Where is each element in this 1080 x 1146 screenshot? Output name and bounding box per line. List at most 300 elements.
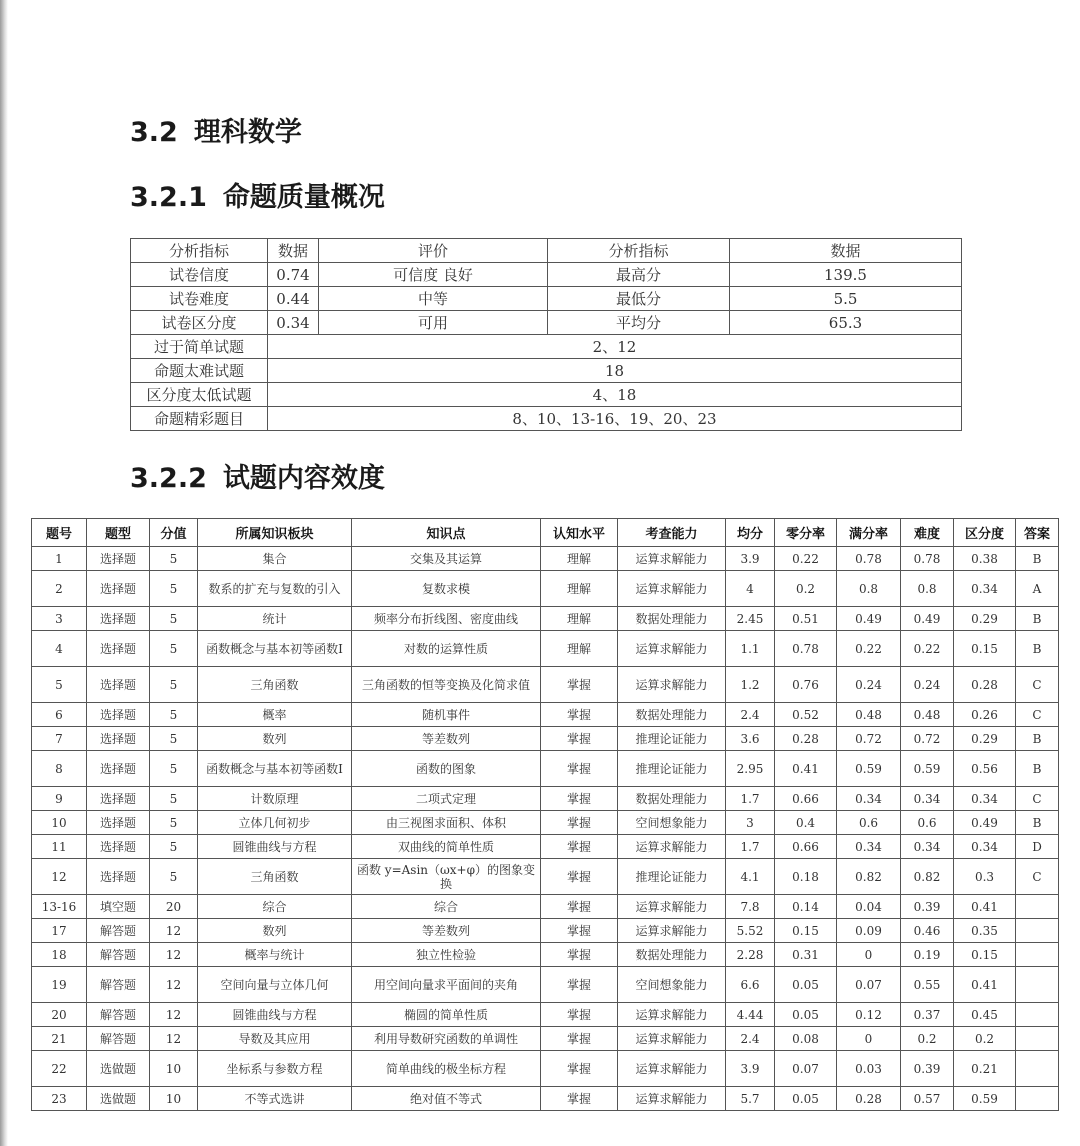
detail-cell: 0.51: [775, 607, 837, 631]
detail-row: [32, 631, 1059, 667]
detail-cell: 选做题: [87, 1087, 150, 1111]
detail-header-cell: 所属知识板块: [198, 519, 352, 547]
detail-header-cell: 区分度: [954, 519, 1016, 547]
detail-cell: 0.07: [775, 1051, 837, 1087]
detail-cell: 空间向量与立体几何: [198, 967, 352, 1003]
detail-cell: 选择题: [87, 607, 150, 631]
detail-cell: 掌握: [541, 895, 618, 919]
summary-value-cell: 2、12: [268, 335, 962, 359]
detail-cell: 0.59: [837, 751, 901, 787]
detail-cell: 数据处理能力: [618, 607, 726, 631]
detail-header-cell: 零分率: [775, 519, 837, 547]
detail-cell: 选做题: [87, 1051, 150, 1087]
detail-cell: 12: [150, 1027, 198, 1051]
detail-cell: 0.56: [954, 751, 1016, 787]
detail-cell: 0.28: [954, 667, 1016, 703]
summary-value-cell: 8、10、13-16、19、20、23: [268, 407, 962, 431]
detail-cell: 0.37: [901, 1003, 954, 1027]
summary-label-cell: 过于简单试题: [131, 335, 268, 359]
detail-cell: C: [1016, 787, 1059, 811]
detail-row: [32, 1027, 1059, 1051]
summary-label-cell: 命题太难试题: [131, 359, 268, 383]
detail-cell: 运算求解能力: [618, 547, 726, 571]
detail-cell: 交集及其运算: [352, 547, 541, 571]
detail-cell: 统计: [198, 607, 352, 631]
summary-cell: 试卷难度: [131, 287, 268, 311]
detail-cell: 0.14: [775, 895, 837, 919]
detail-header-cell: 分值: [150, 519, 198, 547]
detail-cell: 12: [150, 943, 198, 967]
detail-cell: [1016, 1003, 1059, 1027]
detail-row: [32, 787, 1059, 811]
detail-cell: 0.09: [837, 919, 901, 943]
summary-value-cell: 4、18: [268, 383, 962, 407]
detail-cell: 函数的图象: [352, 751, 541, 787]
detail-cell: 5: [150, 703, 198, 727]
detail-header-cell: 认知水平: [541, 519, 618, 547]
detail-cell: 0.05: [775, 967, 837, 1003]
detail-cell: 二项式定理: [352, 787, 541, 811]
detail-cell: 0.41: [954, 895, 1016, 919]
detail-row: [32, 943, 1059, 967]
detail-cell: 概率与统计: [198, 943, 352, 967]
detail-cell: 掌握: [541, 943, 618, 967]
detail-cell: 0.39: [901, 1051, 954, 1087]
detail-cell: B: [1016, 811, 1059, 835]
summary-row: [131, 311, 962, 335]
detail-cell: 0.34: [954, 571, 1016, 607]
summary-header-row: [131, 239, 962, 263]
detail-cell: 解答题: [87, 943, 150, 967]
detail-cell: 0: [837, 1027, 901, 1051]
summary-cell: 0.74: [268, 263, 319, 287]
detail-cell: 不等式选讲: [198, 1087, 352, 1111]
detail-cell: 0.52: [775, 703, 837, 727]
detail-cell: 0.4: [775, 811, 837, 835]
detail-cell: 0.57: [901, 1087, 954, 1111]
detail-cell: 0.28: [775, 727, 837, 751]
detail-cell: C: [1016, 667, 1059, 703]
detail-cell: 综合: [198, 895, 352, 919]
detail-cell: 0.49: [901, 607, 954, 631]
detail-cell: 3: [32, 607, 87, 631]
detail-cell: 函数 y=Asin（ωx+φ）的图象变换: [352, 859, 541, 895]
detail-cell: 0.59: [954, 1087, 1016, 1111]
detail-cell: 解答题: [87, 1003, 150, 1027]
detail-cell: B: [1016, 547, 1059, 571]
detail-cell: 0.15: [954, 943, 1016, 967]
detail-cell: 5: [150, 859, 198, 895]
detail-row: [32, 859, 1059, 895]
detail-cell: 用空间向量求平面间的夹角: [352, 967, 541, 1003]
summary-header-cell: 分析指标: [548, 239, 730, 263]
detail-cell: 10: [150, 1051, 198, 1087]
detail-cell: 掌握: [541, 859, 618, 895]
detail-cell: 12: [150, 967, 198, 1003]
detail-cell: 12: [150, 919, 198, 943]
detail-cell: 选择题: [87, 667, 150, 703]
detail-cell: 0.21: [954, 1051, 1016, 1087]
subsection-title: 命题质量概况: [222, 182, 385, 213]
detail-row: [32, 607, 1059, 631]
detail-cell: 0.2: [954, 1027, 1016, 1051]
detail-cell: 5: [150, 787, 198, 811]
summary-header-cell: 数据: [730, 239, 962, 263]
detail-cell: 1.1: [726, 631, 775, 667]
summary-label-cell: 区分度太低试题: [131, 383, 268, 407]
detail-cell: 推理论证能力: [618, 859, 726, 895]
summary-span-row: [131, 359, 962, 383]
detail-cell: 7.8: [726, 895, 775, 919]
detail-row: [32, 571, 1059, 607]
detail-cell: 0.24: [837, 667, 901, 703]
detail-cell: 独立性检验: [352, 943, 541, 967]
detail-cell: 5: [150, 547, 198, 571]
detail-cell: 0.82: [837, 859, 901, 895]
summary-span-row: [131, 335, 962, 359]
detail-cell: 11: [32, 835, 87, 859]
detail-cell: 0.78: [775, 631, 837, 667]
detail-cell: 0.34: [954, 835, 1016, 859]
detail-header-cell: 题型: [87, 519, 150, 547]
detail-cell: 12: [150, 1003, 198, 1027]
detail-cell: 3.9: [726, 1051, 775, 1087]
detail-cell: 运算求解能力: [618, 571, 726, 607]
detail-cell: 2.4: [726, 1027, 775, 1051]
summary-cell: 最低分: [548, 287, 730, 311]
detail-row: [32, 1087, 1059, 1111]
detail-cell: 0.29: [954, 727, 1016, 751]
detail-cell: 0.22: [901, 631, 954, 667]
detail-cell: 解答题: [87, 919, 150, 943]
detail-cell: 运算求解能力: [618, 1051, 726, 1087]
summary-row: [131, 263, 962, 287]
summary-cell: 65.3: [730, 311, 962, 335]
detail-cell: 3: [726, 811, 775, 835]
detail-cell: 0.38: [954, 547, 1016, 571]
detail-cell: 12: [32, 859, 87, 895]
detail-header-cell: 考查能力: [618, 519, 726, 547]
detail-cell: 椭圆的简单性质: [352, 1003, 541, 1027]
summary-cell: 可用: [319, 311, 548, 335]
detail-cell: 5.52: [726, 919, 775, 943]
detail-cell: 2.95: [726, 751, 775, 787]
detail-cell: 等差数列: [352, 919, 541, 943]
detail-cell: B: [1016, 727, 1059, 751]
detail-row: [32, 1003, 1059, 1027]
detail-cell: 空间想象能力: [618, 811, 726, 835]
detail-cell: 0.34: [901, 787, 954, 811]
detail-cell: 0.19: [901, 943, 954, 967]
detail-cell: 13-16: [32, 895, 87, 919]
detail-row: [32, 811, 1059, 835]
detail-cell: 23: [32, 1087, 87, 1111]
detail-cell: 数系的扩充与复数的引入: [198, 571, 352, 607]
detail-cell: 17: [32, 919, 87, 943]
detail-row: [32, 727, 1059, 751]
detail-cell: 0.3: [954, 859, 1016, 895]
detail-cell: 0.15: [954, 631, 1016, 667]
summary-span-row: [131, 407, 962, 431]
detail-cell: 0.66: [775, 835, 837, 859]
detail-cell: 推理论证能力: [618, 751, 726, 787]
detail-row: [32, 667, 1059, 703]
detail-cell: B: [1016, 751, 1059, 787]
detail-cell: 三角函数的恒等变换及化简求值: [352, 667, 541, 703]
detail-row: [32, 703, 1059, 727]
detail-cell: 圆锥曲线与方程: [198, 1003, 352, 1027]
detail-cell: 2.4: [726, 703, 775, 727]
detail-cell: 推理论证能力: [618, 727, 726, 751]
detail-row: [32, 967, 1059, 1003]
detail-cell: 0.66: [775, 787, 837, 811]
detail-header-row: [32, 519, 1059, 547]
summary-cell: 平均分: [548, 311, 730, 335]
summary-cell: 139.5: [730, 263, 962, 287]
detail-cell: [1016, 919, 1059, 943]
detail-cell: 0.72: [837, 727, 901, 751]
detail-cell: 选择题: [87, 631, 150, 667]
detail-cell: 综合: [352, 895, 541, 919]
detail-cell: 0.48: [901, 703, 954, 727]
detail-cell: 0.78: [837, 547, 901, 571]
detail-cell: 0.31: [775, 943, 837, 967]
detail-cell: 运算求解能力: [618, 919, 726, 943]
detail-cell: [1016, 895, 1059, 919]
subsection-heading-validity: [130, 456, 385, 495]
detail-cell: C: [1016, 859, 1059, 895]
detail-cell: 空间想象能力: [618, 967, 726, 1003]
detail-cell: 2.28: [726, 943, 775, 967]
detail-cell: 理解: [541, 547, 618, 571]
detail-cell: 0.22: [775, 547, 837, 571]
detail-cell: 5: [150, 751, 198, 787]
detail-cell: 4: [726, 571, 775, 607]
detail-cell: 选择题: [87, 703, 150, 727]
detail-row: [32, 895, 1059, 919]
detail-header-cell: 答案: [1016, 519, 1059, 547]
detail-cell: 0.41: [954, 967, 1016, 1003]
detail-cell: 0.12: [837, 1003, 901, 1027]
detail-cell: 圆锥曲线与方程: [198, 835, 352, 859]
detail-cell: 0.6: [901, 811, 954, 835]
detail-cell: D: [1016, 835, 1059, 859]
detail-cell: 运算求解能力: [618, 631, 726, 667]
detail-cell: 掌握: [541, 919, 618, 943]
detail-cell: 6: [32, 703, 87, 727]
detail-cell: [1016, 943, 1059, 967]
section-heading: [130, 110, 302, 149]
detail-cell: 0.2: [775, 571, 837, 607]
detail-cell: 1: [32, 547, 87, 571]
detail-cell: 0: [837, 943, 901, 967]
detail-cell: 0.28: [837, 1087, 901, 1111]
detail-cell: 掌握: [541, 787, 618, 811]
detail-cell: [1016, 1051, 1059, 1087]
detail-cell: 18: [32, 943, 87, 967]
detail-cell: 0.35: [954, 919, 1016, 943]
detail-cell: 导数及其应用: [198, 1027, 352, 1051]
detail-cell: 数据处理能力: [618, 787, 726, 811]
summary-cell: 中等: [319, 287, 548, 311]
detail-cell: 0.49: [837, 607, 901, 631]
detail-cell: 运算求解能力: [618, 667, 726, 703]
detail-cell: 0.24: [901, 667, 954, 703]
subsection-number: 3.2.2: [130, 463, 207, 494]
detail-row: [32, 835, 1059, 859]
detail-cell: 运算求解能力: [618, 895, 726, 919]
detail-cell: 掌握: [541, 967, 618, 1003]
detail-cell: 20: [150, 895, 198, 919]
detail-cell: 掌握: [541, 1087, 618, 1111]
detail-cell: 6.6: [726, 967, 775, 1003]
content-validity-table: [31, 518, 1059, 1111]
detail-cell: 选择题: [87, 547, 150, 571]
detail-cell: 双曲线的简单性质: [352, 835, 541, 859]
detail-cell: 理解: [541, 631, 618, 667]
detail-cell: 0.72: [901, 727, 954, 751]
detail-cell: 8: [32, 751, 87, 787]
summary-cell: 5.5: [730, 287, 962, 311]
detail-cell: 4.44: [726, 1003, 775, 1027]
detail-cell: 0.08: [775, 1027, 837, 1051]
detail-cell: 0.07: [837, 967, 901, 1003]
summary-cell: 0.34: [268, 311, 319, 335]
detail-cell: 0.2: [901, 1027, 954, 1051]
detail-cell: 简单曲线的极坐标方程: [352, 1051, 541, 1087]
detail-cell: 0.76: [775, 667, 837, 703]
detail-cell: 0.39: [901, 895, 954, 919]
summary-label-cell: 命题精彩题目: [131, 407, 268, 431]
detail-cell: 掌握: [541, 1027, 618, 1051]
detail-cell: 7: [32, 727, 87, 751]
detail-cell: 5.7: [726, 1087, 775, 1111]
detail-cell: 5: [150, 631, 198, 667]
detail-cell: 0.49: [954, 811, 1016, 835]
detail-cell: 掌握: [541, 811, 618, 835]
detail-cell: 19: [32, 967, 87, 1003]
detail-cell: 9: [32, 787, 87, 811]
detail-cell: 由三视图求面积、体积: [352, 811, 541, 835]
summary-cell: 可信度 良好: [319, 263, 548, 287]
detail-cell: 计数原理: [198, 787, 352, 811]
detail-cell: 选择题: [87, 571, 150, 607]
detail-cell: 0.59: [901, 751, 954, 787]
detail-cell: 填空题: [87, 895, 150, 919]
detail-cell: 2: [32, 571, 87, 607]
summary-row: [131, 287, 962, 311]
section-title: 理科数学: [193, 117, 302, 148]
detail-cell: 数据处理能力: [618, 703, 726, 727]
detail-cell: 解答题: [87, 1027, 150, 1051]
summary-cell: 试卷信度: [131, 263, 268, 287]
detail-cell: 22: [32, 1051, 87, 1087]
subsection-title: 试题内容效度: [222, 463, 385, 494]
detail-cell: [1016, 1027, 1059, 1051]
quality-summary-table: [130, 238, 962, 431]
detail-cell: 解答题: [87, 967, 150, 1003]
detail-cell: B: [1016, 631, 1059, 667]
detail-cell: 20: [32, 1003, 87, 1027]
detail-cell: 利用导数研究函数的单调性: [352, 1027, 541, 1051]
summary-span-row: [131, 383, 962, 407]
detail-cell: 掌握: [541, 667, 618, 703]
detail-cell: 0.34: [837, 787, 901, 811]
detail-cell: 0.46: [901, 919, 954, 943]
detail-cell: 数列: [198, 727, 352, 751]
detail-cell: A: [1016, 571, 1059, 607]
detail-cell: 0.34: [954, 787, 1016, 811]
detail-cell: 5: [32, 667, 87, 703]
detail-cell: 三角函数: [198, 667, 352, 703]
summary-cell: 最高分: [548, 263, 730, 287]
detail-cell: 0.6: [837, 811, 901, 835]
detail-cell: 2.45: [726, 607, 775, 631]
detail-cell: 0.22: [837, 631, 901, 667]
detail-header-cell: 知识点: [352, 519, 541, 547]
detail-cell: 5: [150, 727, 198, 751]
detail-cell: 掌握: [541, 835, 618, 859]
detail-cell: 掌握: [541, 1051, 618, 1087]
detail-cell: 5: [150, 667, 198, 703]
detail-cell: 概率: [198, 703, 352, 727]
detail-cell: 立体几何初步: [198, 811, 352, 835]
detail-cell: 0.45: [954, 1003, 1016, 1027]
summary-header-cell: 数据: [268, 239, 319, 263]
detail-cell: 5: [150, 835, 198, 859]
summary-cell: 0.44: [268, 287, 319, 311]
detail-cell: 5: [150, 571, 198, 607]
detail-cell: 频率分布折线图、密度曲线: [352, 607, 541, 631]
detail-cell: 掌握: [541, 751, 618, 787]
detail-cell: 运算求解能力: [618, 835, 726, 859]
detail-cell: 集合: [198, 547, 352, 571]
detail-cell: 1.7: [726, 787, 775, 811]
detail-cell: 等差数列: [352, 727, 541, 751]
detail-cell: 掌握: [541, 727, 618, 751]
detail-header-cell: 满分率: [837, 519, 901, 547]
detail-cell: 选择题: [87, 859, 150, 895]
detail-cell: 选择题: [87, 835, 150, 859]
detail-cell: 1.2: [726, 667, 775, 703]
detail-cell: 0.26: [954, 703, 1016, 727]
detail-cell: 0.18: [775, 859, 837, 895]
detail-cell: 掌握: [541, 1003, 618, 1027]
detail-cell: 0.8: [901, 571, 954, 607]
detail-cell: 0.34: [901, 835, 954, 859]
detail-cell: C: [1016, 703, 1059, 727]
detail-cell: 0.34: [837, 835, 901, 859]
detail-cell: 坐标系与参数方程: [198, 1051, 352, 1087]
detail-cell: 0.04: [837, 895, 901, 919]
detail-cell: 随机事件: [352, 703, 541, 727]
page-edge-shadow: [0, 0, 8, 1146]
detail-cell: 5: [150, 811, 198, 835]
detail-cell: [1016, 967, 1059, 1003]
detail-cell: 3.6: [726, 727, 775, 751]
detail-cell: 0.05: [775, 1087, 837, 1111]
detail-row: [32, 751, 1059, 787]
detail-cell: 0.82: [901, 859, 954, 895]
detail-cell: 4: [32, 631, 87, 667]
detail-cell: 1.7: [726, 835, 775, 859]
detail-cell: 运算求解能力: [618, 1087, 726, 1111]
detail-cell: 函数概念与基本初等函数Ⅰ: [198, 751, 352, 787]
detail-cell: 理解: [541, 571, 618, 607]
detail-row: [32, 547, 1059, 571]
detail-header-cell: 难度: [901, 519, 954, 547]
detail-cell: 10: [150, 1087, 198, 1111]
